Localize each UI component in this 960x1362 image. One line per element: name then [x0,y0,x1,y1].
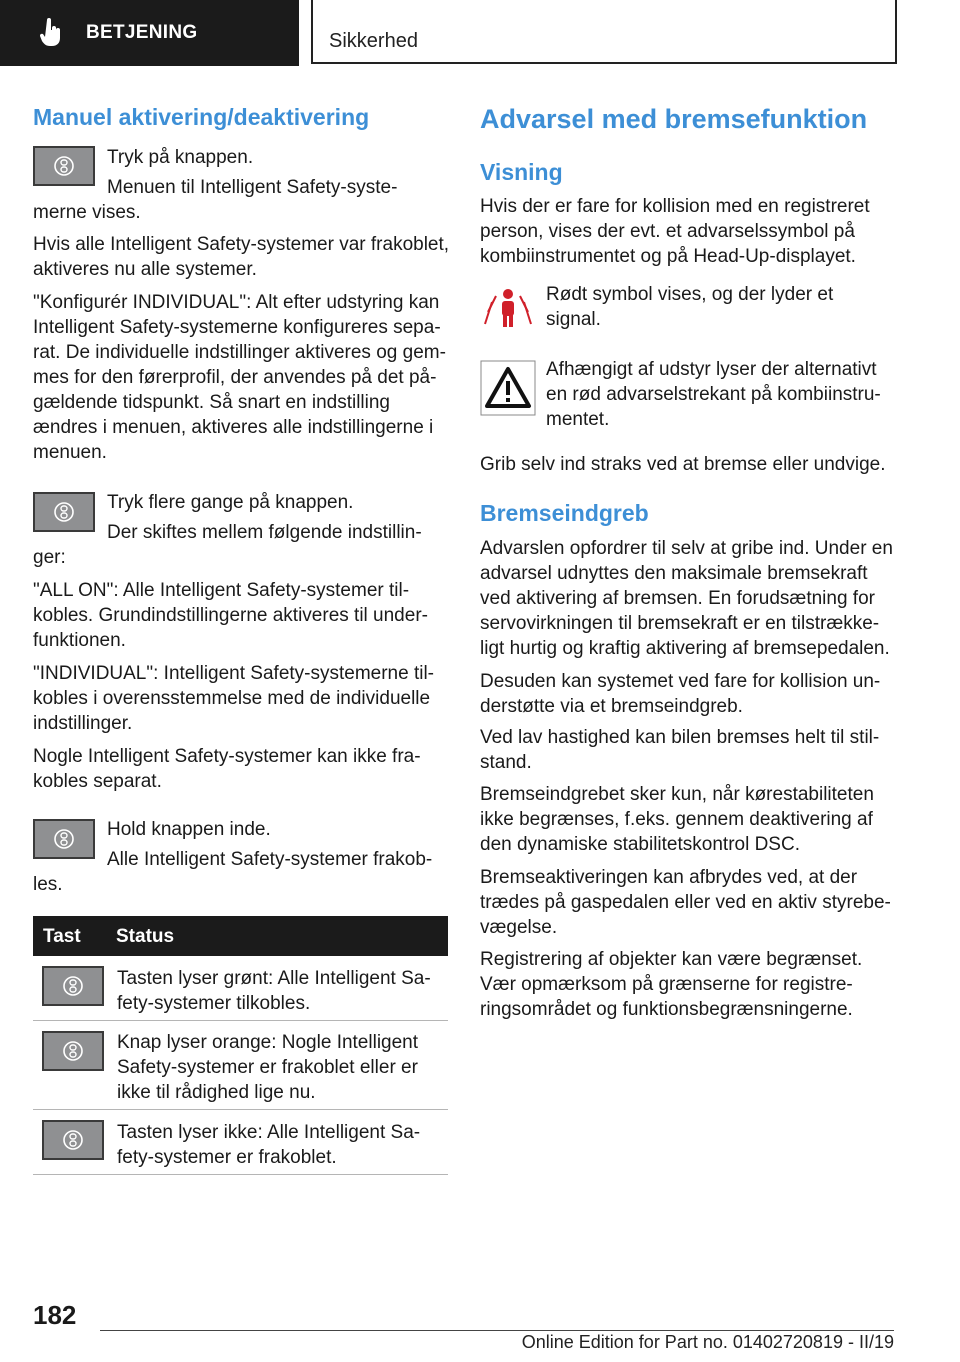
left-heading: Manuel aktivering/deaktivering [33,104,370,130]
intelligent-safety-icon [62,975,84,997]
step3-result: Alle Intelligent Safety-systemer frakob- les. [33,849,433,895]
column-header-status: Status [116,926,175,947]
column-header-tast: Tast [43,926,81,947]
button-status-table [33,916,448,1175]
left-para-3: "ALL ON": Alle Intelligent Safety-systemer til-kobles. Grundindstillingerne aktiveres til under-funktionen. [33,580,428,651]
safety-button-image [42,1031,104,1071]
visning-heading: Visning [480,159,563,185]
table-header [33,916,448,956]
section-tab [0,0,299,66]
bremseindgreb-heading: Bremseindgreb [480,500,649,526]
step2-action: Tryk flere gange på knappen. [107,492,354,513]
symbol-1-text: Rødt symbol vises, og der lyder et signal. [546,284,834,330]
hand-pointer-icon [40,18,64,48]
brems-para-6: Registrering af objekter kan være begrænset. Vær opmærksom på grænserne for registre-ringsområdet og funktionsbegrænsningerne. [480,949,863,1020]
visning-para-1: Hvis der er fare for kollision med en registreret person, vises der evt. et advarselssymbol på kombiinstrumentet og på Head-Up-displayet. [480,196,870,267]
step1-action: Tryk på knappen. [107,147,254,168]
brems-para-2: Desuden kan systemet ved fare for kollision un-derstøtte via et bremseindgreb. [480,671,881,717]
right-heading: Advarsel med bremsefunktion [480,104,868,134]
step3-action: Hold knappen inde. [107,819,271,840]
safety-button-image [42,966,104,1006]
pedestrian-warning-icon [480,282,536,332]
table-row [33,1021,448,1110]
status-text: Knap lyser orange: Nogle Intelligent Safety-systemer er frakoblet eller er ikke til rådighed lige nu. [117,1032,419,1103]
page-number: 182 [33,1300,77,1330]
left-para-4: "INDIVIDUAL": Intelligent Safety-systemerne til-kobles i overensstemmelse med de individuelle indstillinger. [33,663,435,734]
chapter-box [311,0,897,64]
intelligent-safety-icon [62,1040,84,1062]
table-row [33,1110,448,1175]
left-para-1: Hvis alle Intelligent Safety-systemer var frakoblet, aktiveres nu alle systemer. [33,234,450,280]
table-row [33,956,448,1021]
step2-result: Der skiftes mellem følgende indstillin- ger: [33,522,422,568]
safety-button-image [42,1120,104,1160]
intelligent-safety-icon [62,1129,84,1151]
status-text: Tasten lyser ikke: Alle Intelligent Sa-fety-systemer er frakoblet. [117,1122,421,1168]
brems-para-5: Bremseaktiveringen kan afbrydes ved, at der trædes på gaspedalen eller ved en aktiv styrebe-vægelse. [480,867,891,938]
brems-para-4: Bremseindgrebet sker kun, når kørestabiliteten ikke begrænses, f.eks. gennem deaktivering af den dynamiske stabilitetskontrol DSC. [480,784,874,855]
left-para-5: Nogle Intelligent Safety-systemer kan ikke fra-kobles separat. [33,746,421,792]
step1-result: Menuen til Intelligent Safety-syste- merne vises. [33,177,398,223]
visning-para-2: Grib selv ind straks ved at bremse eller undvige. [480,454,886,475]
status-text: Tasten lyser grønt: Alle Intelligent Sa-fety-systemer tilkobles. [117,968,431,1014]
edition-label: Online Edition for Part no. 01402720819 - II/19 [521,1332,894,1352]
warning-triangle-icon [480,360,536,416]
symbol-2-text: Afhængigt af udstyr lyser der alternativt en rød advarselstrekant på kombiinstru-mentet. [546,359,881,430]
brems-para-3: Ved lav hastighed kan bilen bremses helt til stil-stand. [480,727,880,773]
footer-divider [100,1330,894,1331]
brems-para-1: Advarslen opfordrer til selv at gribe ind. Under en advarsel udnyttes den maksimale bremsekraft ved aktivering af bremsen. En forudsætning for servovirkningen til bremsekraft er en tilstrække-ligt hurtig og kraftig aktivering af bremsepedalen. [480,538,893,659]
intelligent-safety-icon [53,155,75,177]
chapter-title: Sikkerhed [329,30,418,52]
left-para-2: "Konfigurér INDIVIDUAL": Alt efter udstyring kan Intelligent Safety-systemerne konfigureres sepa-rat. De individuelle indstillinger aktiveres og gem-mes for den førerprofil, der anvendes på det på-gældende tidspunkt. Så snart en indstilling ændres i menuen, aktiveres alle indstillingerne i menuen. [33,292,446,463]
section-label: BETJENING [86,22,198,43]
